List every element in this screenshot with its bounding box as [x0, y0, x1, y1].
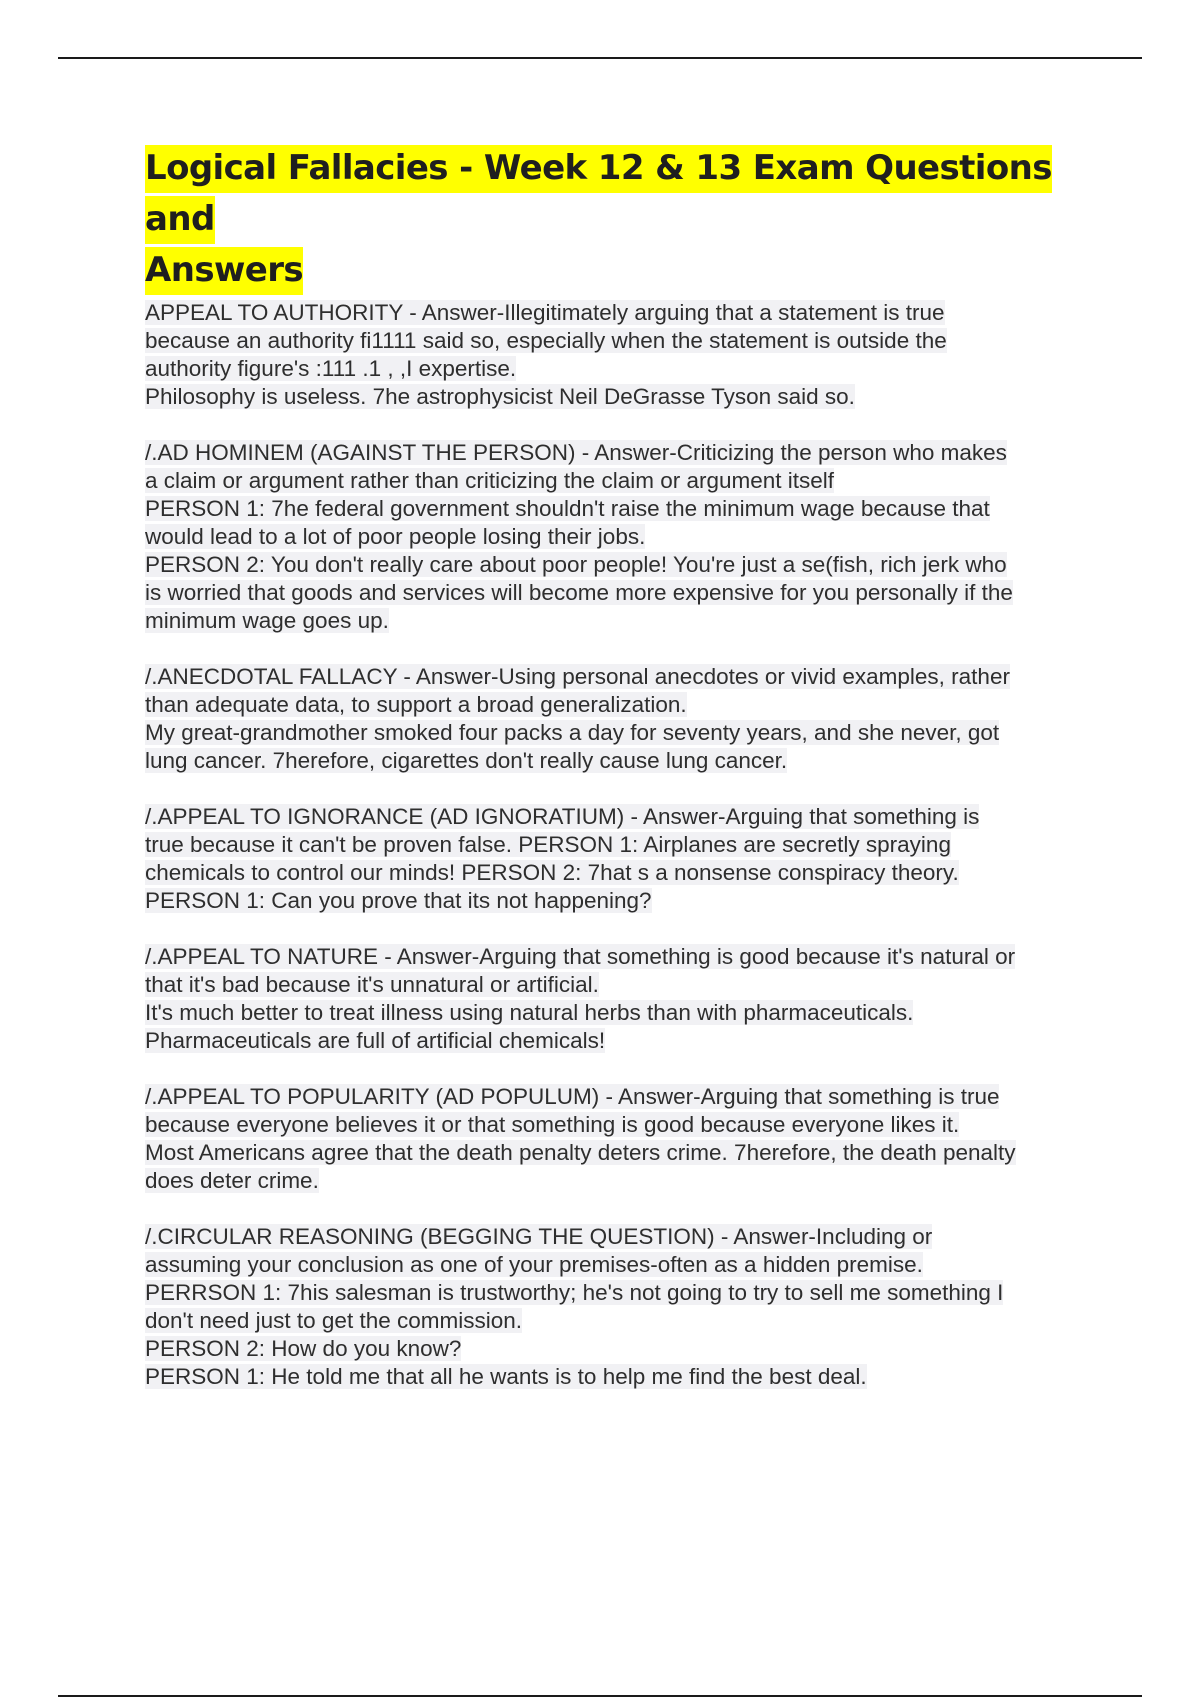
entry-appeal-to-popularity: [145, 1083, 1085, 1195]
entry-appeal-to-ignorance: [145, 803, 1085, 915]
entry-line: chemicals to control our minds! PERSON 2: 7hat s a nonsense conspiracy theory.: [145, 860, 959, 885]
entry-line: would lead to a lot of poor people losing their jobs.: [145, 524, 646, 549]
entry-line: minimum wage goes up.: [145, 608, 389, 633]
entry-line: authority figure's :111 .1 , ,I expertise.: [145, 356, 517, 381]
entry-line: PERSON 2: You don't really care about poor people! You're just a se(fish, rich jerk who: [145, 552, 1007, 577]
entry-line: PERRSON 1: 7his salesman is trustworthy; he's not going to try to sell me something I: [145, 1280, 1004, 1305]
entry-line: PERSON 1: He told me that all he wants is to help me find the best deal.: [145, 1364, 867, 1389]
entry-line: /.ANECDOTAL FALLACY - Answer-Using personal anecdotes or vivid examples, rather: [145, 664, 1010, 689]
entry-line: /.APPEAL TO IGNORANCE (AD IGNORATIUM) - Answer-Arguing that something is: [145, 804, 980, 829]
entry-line: because an authority fi1111 said so, especially when the statement is outside the: [145, 328, 947, 353]
title-line: Answers: [145, 250, 304, 290]
entry-appeal-to-authority: [145, 299, 1085, 411]
entry-line: My great-grandmother smoked four packs a day for seventy years, and she never, got: [145, 720, 1000, 745]
entry-line: /.APPEAL TO NATURE - Answer-Arguing that something is good because it's natural or: [145, 944, 1016, 969]
entry-line: is worried that goods and services will become more expensive for you personally if the: [145, 580, 1013, 605]
entry-line: does deter crime.: [145, 1168, 319, 1193]
entry-line: lung cancer. 7herefore, cigarettes don't really cause lung cancer.: [145, 748, 788, 773]
entry-line: PERSON 1: Can you prove that its not happening?: [145, 888, 652, 913]
entry-line: Philosophy is useless. 7he astrophysicist Neil DeGrasse Tyson said so.: [145, 384, 855, 409]
entry-anecdotal-fallacy: [145, 663, 1085, 775]
entry-line: that it's bad because it's unnatural or artificial.: [145, 972, 599, 997]
entry-line: true because it can't be proven false. PERSON 1: Airplanes are secretly spraying: [145, 832, 951, 857]
title-line: Logical Fallacies - Week 12 & 13 Exam Questions and: [145, 148, 1052, 239]
entry-line: don't need just to get the commission.: [145, 1308, 523, 1333]
entry-line: a claim or argument rather than criticizing the claim or argument itself: [145, 468, 835, 493]
document-body: [145, 299, 1085, 1419]
entry-line: assuming your conclusion as one of your premises-often as a hidden premise.: [145, 1252, 923, 1277]
entry-line: /.CIRCULAR REASONING (BEGGING THE QUESTION) - Answer-Including or: [145, 1224, 933, 1249]
entry-line: /.APPEAL TO POPULARITY (AD POPULUM) - Answer-Arguing that something is true: [145, 1084, 1000, 1109]
entry-line: than adequate data, to support a broad generalization.: [145, 692, 687, 717]
entry-ad-hominem: [145, 439, 1085, 635]
entry-circular-reasoning: [145, 1223, 1085, 1391]
entry-line: PERSON 1: 7he federal government shouldn't raise the minimum wage because that: [145, 496, 990, 521]
entry-line: Most Americans agree that the death penalty deters crime. 7herefore, the death penalty: [145, 1140, 1016, 1165]
entry-line: because everyone believes it or that something is good because everyone likes it.: [145, 1112, 960, 1137]
title-highlight: [145, 145, 1052, 295]
entry-line: It's much better to treat illness using natural herbs than with pharmaceuticals.: [145, 1000, 914, 1025]
document-title: [145, 143, 1085, 296]
entry-appeal-to-nature: [145, 943, 1085, 1055]
entry-line: PERSON 2: How do you know?: [145, 1336, 462, 1361]
entry-line: /.AD HOMINEM (AGAINST THE PERSON) - Answer-Criticizing the person who makes: [145, 440, 1007, 465]
bottom-divider: [58, 1695, 1142, 1697]
entry-line: Pharmaceuticals are full of artificial chemicals!: [145, 1028, 606, 1053]
entry-line: APPEAL TO AUTHORITY - Answer-Illegitimately arguing that a statement is true: [145, 300, 945, 325]
top-divider: [58, 57, 1142, 59]
